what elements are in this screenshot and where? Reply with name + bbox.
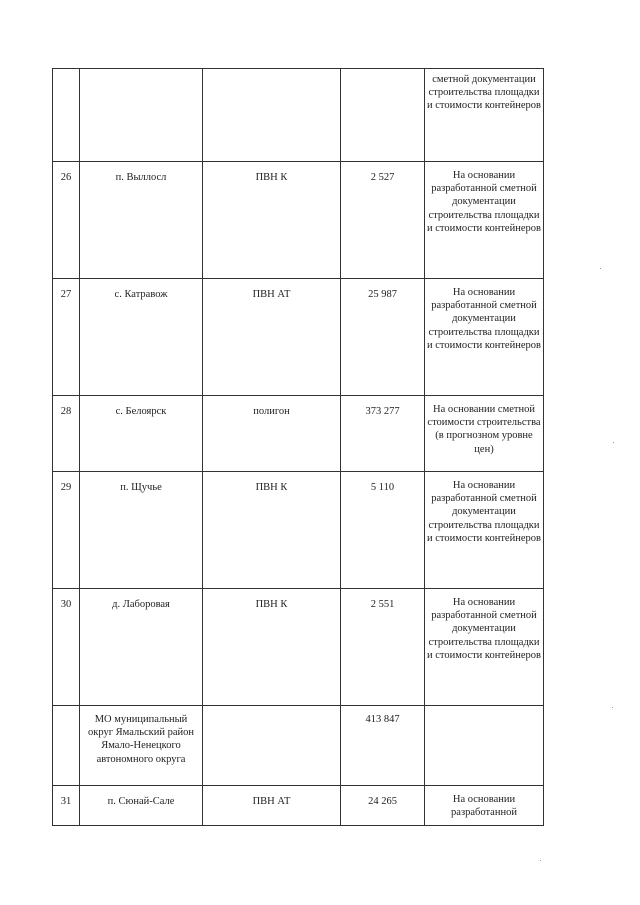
table-row	[53, 786, 544, 826]
facility-type: ПВН К	[203, 589, 341, 706]
cost-value: 5 110	[341, 472, 425, 589]
settlement-name: с. Катравож	[80, 279, 203, 396]
row-number: 27	[53, 279, 80, 396]
cost-value: 24 265	[341, 786, 425, 826]
facility-type	[203, 706, 341, 786]
table-row	[53, 69, 544, 162]
settlement-name	[80, 69, 203, 162]
table-row	[53, 162, 544, 279]
settlement-name: МО муниципальный округ Ямальский район Ямало-Ненецкого автономного округа	[80, 706, 203, 786]
cost-basis: На основании разработанной сметной документации строительства площадки и стоимости контейнеров	[425, 589, 544, 706]
cost-basis: На основании разработанной сметной документации строительства площадки и стоимости контейнеров	[425, 162, 544, 279]
facility-type: полигон	[203, 396, 341, 472]
cost-basis: На основании сметной стоимости строительства (в прогнозном уровне цен)	[425, 396, 544, 472]
row-number: 28	[53, 396, 80, 472]
facility-type: ПВН АТ	[203, 786, 341, 826]
row-number	[53, 706, 80, 786]
row-number	[53, 69, 80, 162]
table-row	[53, 589, 544, 706]
cost-basis: На основании разработанной	[425, 786, 544, 826]
settlement-name: п. Выллосл	[80, 162, 203, 279]
facility-type: ПВН К	[203, 162, 341, 279]
cost-basis: На основании разработанной сметной документации строительства площадки и стоимости контейнеров	[425, 472, 544, 589]
table-row	[53, 279, 544, 396]
cost-value: 2 551	[341, 589, 425, 706]
scan-speck	[613, 442, 614, 443]
cost-value	[341, 69, 425, 162]
settlement-name: п. Сюнай-Сале	[80, 786, 203, 826]
settlement-name: д. Лаборовая	[80, 589, 203, 706]
row-number: 26	[53, 162, 80, 279]
cost-value: 413 847	[341, 706, 425, 786]
table-row	[53, 706, 544, 786]
settlement-name: с. Белоярск	[80, 396, 203, 472]
cost-value: 2 527	[341, 162, 425, 279]
settlement-name: п. Щучье	[80, 472, 203, 589]
facility-type	[203, 69, 341, 162]
scan-speck	[600, 268, 601, 269]
row-number: 31	[53, 786, 80, 826]
cost-basis	[425, 706, 544, 786]
cost-value: 25 987	[341, 279, 425, 396]
facility-type: ПВН К	[203, 472, 341, 589]
cost-basis: сметной документации строительства площадки и стоимости контейнеров	[425, 69, 544, 162]
table-row	[53, 396, 544, 472]
cost-value: 373 277	[341, 396, 425, 472]
cost-basis: На основании разработанной сметной документации строительства площадки и стоимости контейнеров	[425, 279, 544, 396]
facility-type: ПВН АТ	[203, 279, 341, 396]
row-number: 30	[53, 589, 80, 706]
row-number: 29	[53, 472, 80, 589]
scan-speck	[540, 860, 541, 861]
table-row	[53, 472, 544, 589]
scan-speck	[612, 707, 613, 708]
cost-table	[52, 68, 544, 826]
